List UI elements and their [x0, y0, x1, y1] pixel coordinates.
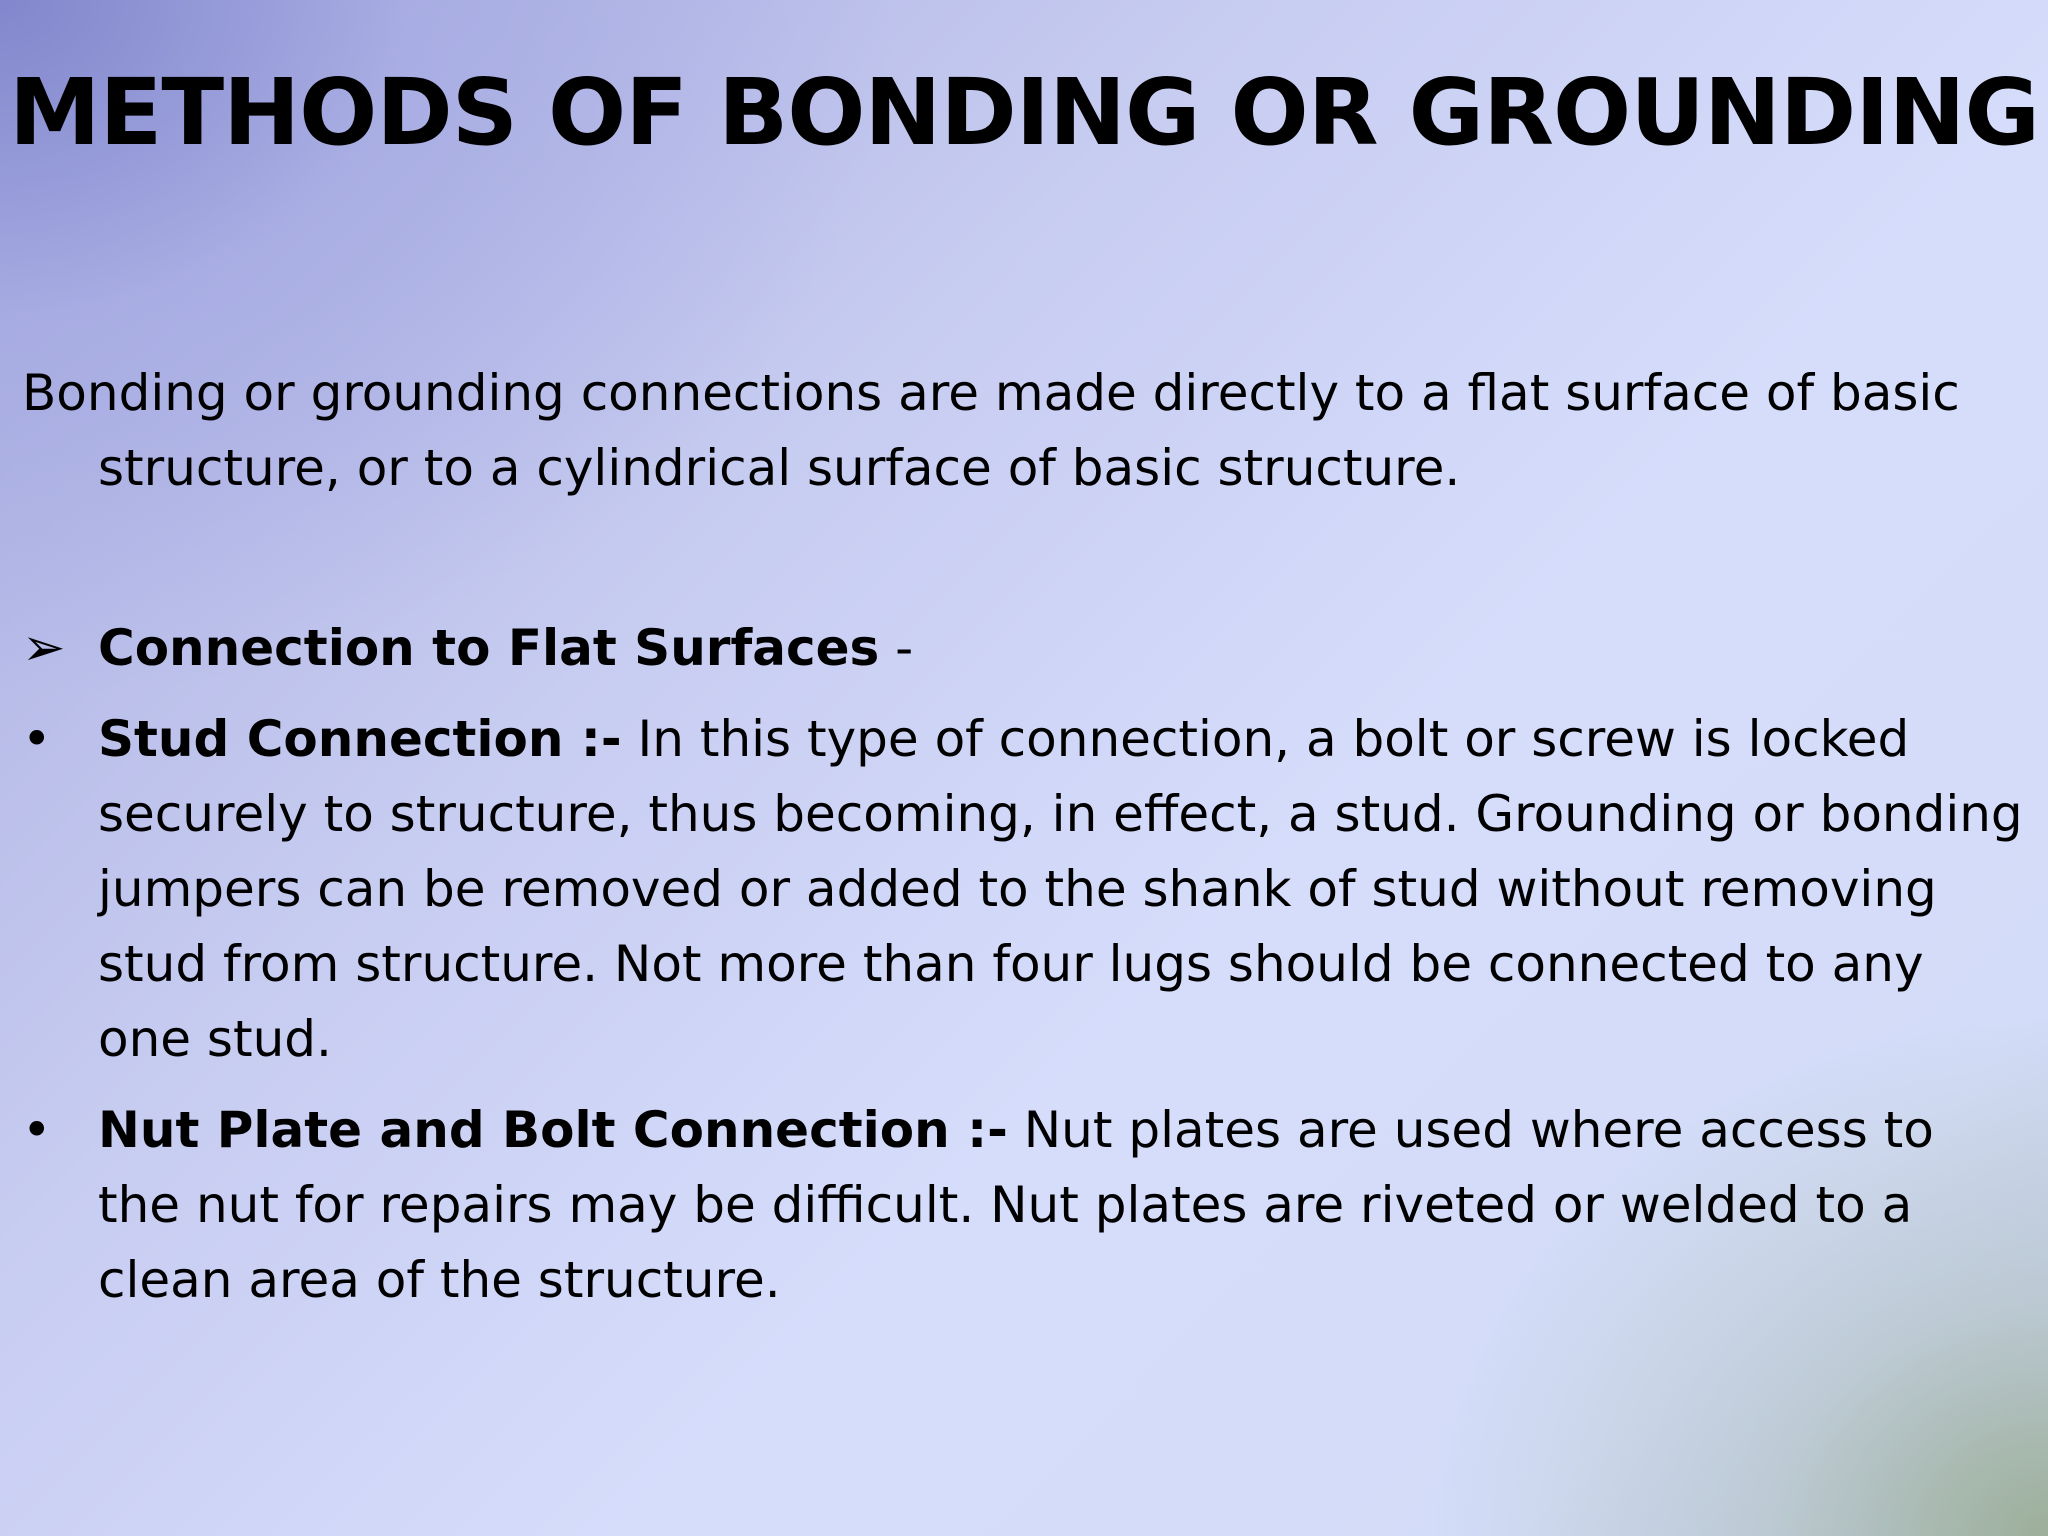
item-text: In this type of connection, a bolt or screw is locked securely to structure, thus becoming, in effect, a stud. Grounding or bonding jumpers can be removed or added to the shank of stud without removing stud from structure. Not more than four lugs should be connected to any one stud.	[98, 710, 2023, 1068]
list-item-nut-plate-connection	[0, 1093, 2028, 1318]
arrow-bullet-icon: ➢	[22, 618, 66, 678]
slide-body	[0, 356, 2048, 1318]
item-term: Stud Connection :-	[98, 710, 622, 768]
section-heading-suffix: -	[879, 619, 914, 677]
list-item-flat-surfaces	[0, 611, 2028, 686]
round-bullet-icon: •	[22, 710, 52, 768]
slide-title: METHODS OF BONDING OR GROUNDING	[8, 59, 2039, 166]
list-item-stud-connection	[0, 702, 2028, 1077]
intro-paragraph: Bonding or grounding connections are made directly to a flat surface of basic structure, or to a cylindrical surface of basic structure.	[22, 364, 1960, 497]
item-term: Nut Plate and Bolt Connection :-	[98, 1101, 1008, 1159]
section-heading: Connection to Flat Surfaces	[98, 619, 880, 677]
item-text: Nut plates are used where access to the nut for repairs may be difficult. Nut plates are riveted or welded to a clean area of the structure.	[98, 1101, 1934, 1309]
round-bullet-icon: •	[22, 1101, 52, 1159]
bullet-list	[0, 611, 2048, 1318]
